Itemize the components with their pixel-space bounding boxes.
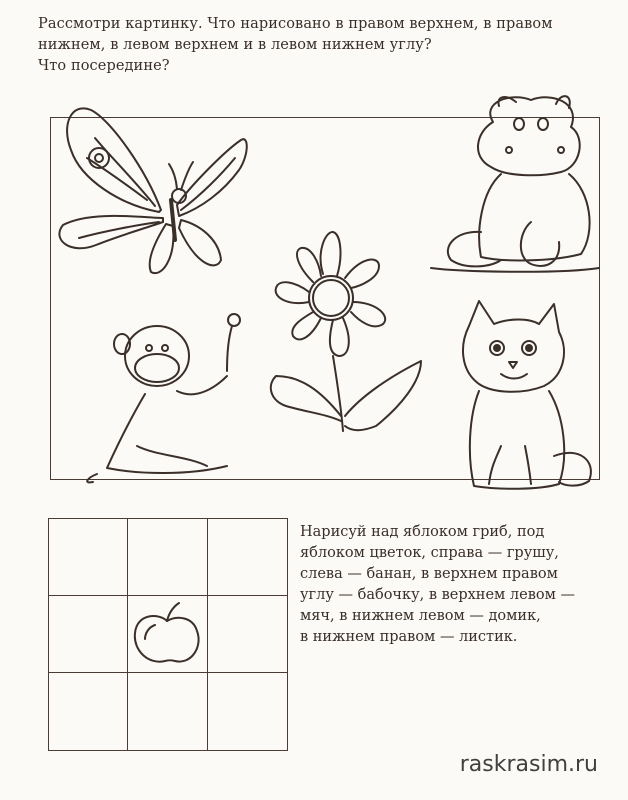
instruction-line: слева — банан, в верхнем правом: [300, 566, 558, 582]
picture-frame: [50, 117, 600, 480]
question-line: нижнем, в левом верхнем и в левом нижнем углу?: [38, 37, 432, 53]
grid-line: [49, 595, 287, 596]
instruction-line: углу — бабочку, в верхнем левом —: [300, 587, 576, 603]
instruction-line: мяч, в нижнем левом — домик,: [300, 608, 541, 624]
grid-line: [207, 519, 208, 750]
hippo-icon: [421, 82, 601, 282]
flower-icon: [261, 226, 426, 441]
instruction-line: яблоком цветок, справа — грушу,: [300, 545, 559, 561]
watermark-text: raskrasim.ru: [459, 752, 598, 777]
apple-icon: [131, 599, 203, 669]
butterfly-icon: [51, 100, 251, 280]
grid-line: [127, 519, 128, 750]
drawing-grid: [48, 518, 288, 751]
grid-line: [49, 672, 287, 673]
question-line: Что посередине?: [38, 58, 170, 74]
instruction-line: Нарисуй над яблоком гриб, под: [300, 524, 545, 540]
monkey-icon: [77, 306, 277, 484]
kitten-icon: [439, 296, 599, 496]
question-line: Рассмотри картинку. Что нарисовано в правом верхнем, в правом: [38, 16, 553, 32]
instruction-line: в нижнем правом — листик.: [300, 629, 518, 645]
